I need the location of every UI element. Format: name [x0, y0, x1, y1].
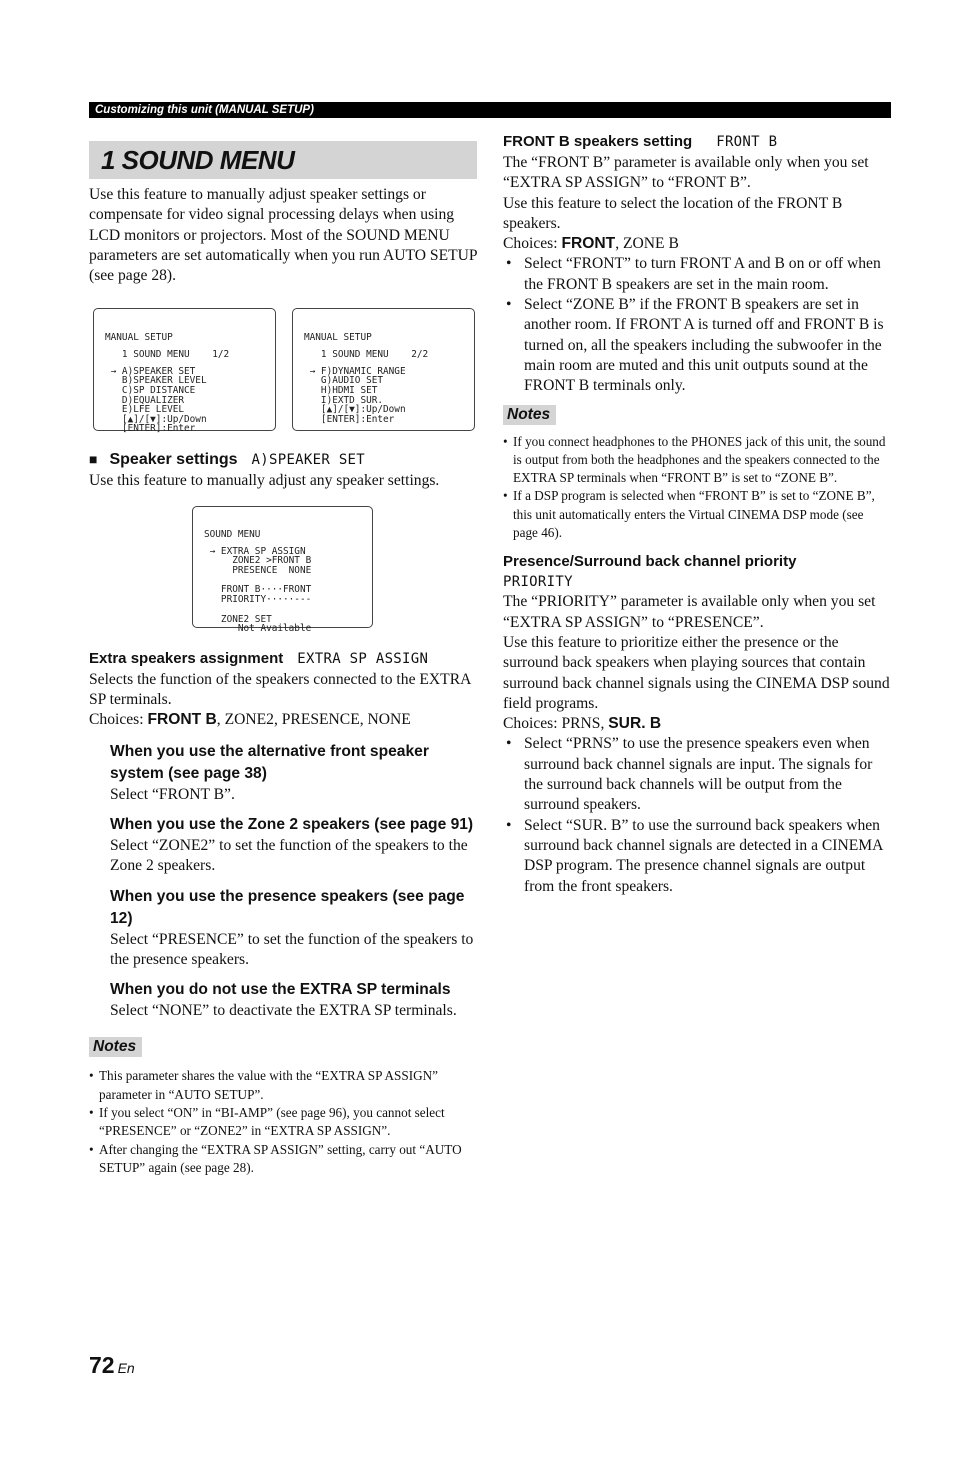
front-b-choices	[503, 234, 891, 254]
priority-bullets	[503, 734, 891, 896]
case-text: Select “PRESENCE” to set the function of the speakers to the presence speakers.	[110, 930, 474, 968]
extra-sp-heading	[89, 648, 477, 670]
lcd-manual-setup-2	[292, 308, 475, 431]
right-column	[503, 131, 891, 897]
choices-prefix: Choices:	[89, 711, 148, 729]
note-item: • This parameter shares the value with the “EXTRA SP ASSIGN” parameter in “AUTO SETUP”.	[89, 1067, 477, 1104]
front-b-bullets	[503, 254, 891, 396]
speaker-settings-heading	[89, 449, 477, 471]
lcd-line: [▲]/[▼]:Up/Down	[304, 404, 406, 416]
speaker-settings-desc: Use this feature to manually adjust any speaker settings.	[89, 472, 440, 490]
priority-tag: PRIORITY	[503, 574, 573, 591]
front-b-tag: FRONT B	[716, 134, 778, 150]
intro-paragraph: Use this feature to manually adjust speaker settings or compensate for video signal processing delays when using LCD monitors or projectors. Most of the SOUND MENU parameters are set automatically when you run AUTO SETUP (see page 28).	[89, 186, 478, 285]
priority-heading: Presence/Surround back channel priority	[503, 553, 797, 571]
choices-rest: , ZONE2, PRESENCE, NONE	[216, 711, 411, 729]
lcd-line: [▲]/[▼]:Up/Down	[105, 413, 207, 425]
bullet-item: • Select “FRONT” to turn FRONT A and B on or off when the FRONT B speakers are set in the main room.	[503, 254, 891, 295]
front-b-heading	[503, 131, 891, 153]
choices-prefix: Choices: PRNS,	[503, 715, 609, 733]
lcd-line: → A)SPEAKER SET	[105, 365, 196, 377]
case-text: Select “NONE” to deactivate the EXTRA SP terminals.	[110, 1002, 457, 1020]
lcd-line: SOUND MENU	[204, 528, 261, 540]
lcd-line: MANUAL SETUP	[105, 331, 173, 343]
extra-sp-choices	[89, 710, 477, 730]
notes-list-right	[503, 433, 891, 543]
note-item: • After changing the “EXTRA SP ASSIGN” setting, carry out “AUTO SETUP” again (see page 28).	[89, 1141, 477, 1178]
choices-default: FRONT B	[147, 711, 217, 729]
page-title: 1 SOUND MENU	[89, 141, 477, 179]
lcd-line: E)LFE LEVEL	[105, 404, 185, 416]
left-column	[89, 141, 477, 1177]
lcd-line: FRONT B····FRONT	[204, 584, 312, 596]
extra-sp-title: Extra speakers assignment	[89, 649, 284, 667]
speaker-settings-title: Speaker settings	[109, 451, 238, 469]
case-heading: When you do not use the EXTRA SP terminals	[110, 981, 451, 999]
lcd-line: C)SP DISTANCE	[105, 385, 196, 397]
extra-sp-tag: EXTRA SP ASSIGN	[297, 650, 429, 667]
note-item: • If you connect headphones to the PHONES jack of this unit, the sound is output from both the headphones and the speakers connected to the EXTRA SP terminals when “FRONT B” is set to “ZONE B”.	[503, 433, 891, 488]
lcd-line: 1 SOUND MENU 2/2	[304, 349, 429, 361]
lcd-line: MANUAL SETUP	[304, 331, 372, 343]
lcd-line: H)HDMI SET	[304, 385, 378, 397]
lcd-line: PRESENCE NONE	[204, 564, 312, 576]
square-bullet-icon: ■	[89, 451, 98, 468]
front-b-title: FRONT B speakers setting	[503, 133, 693, 150]
speaker-settings-tag: A)SPEAKER SET	[251, 452, 366, 469]
lcd-line: [ENTER]:Enter	[105, 423, 196, 435]
lcd-line: ZONE2 SET	[204, 613, 272, 625]
case-heading: When you use the presence speakers (see page 12)	[110, 887, 465, 927]
section-header-text: Customizing this unit (MANUAL SETUP)	[95, 104, 314, 116]
extra-sp-desc: Selects the function of the speakers connected to the EXTRA SP terminals.	[89, 670, 471, 709]
bullet-item: • Select “SUR. B” to use the surround back speakers when surround back channel signals are detected in a CINEMA DSP program. The presence channel signals are output from the front speakers.	[503, 816, 891, 897]
lcd-line: D)EQUALIZER	[105, 394, 185, 406]
lcd-line: Not Available	[204, 623, 312, 635]
lcd-manual-setup-1	[93, 308, 276, 435]
page-number-value: 72	[89, 1352, 115, 1378]
choices-default: SUR. B	[608, 715, 662, 733]
case-text: Select “ZONE2” to set the function of the speakers to the Zone 2 speakers.	[110, 836, 468, 875]
notes-list-left	[89, 1067, 477, 1177]
lcd-line: B)SPEAKER LEVEL	[105, 375, 207, 387]
lcd-line: → EXTRA SP ASSIGN	[204, 545, 306, 557]
lcd-line: ZONE2 >FRONT B	[204, 555, 312, 567]
lcd-sound-menu	[192, 506, 373, 635]
lcd-line: 1 SOUND MENU 1/2	[105, 349, 230, 361]
notes-label-right: Notes	[503, 405, 556, 425]
front-b-p2: Use this feature to select the location of the FRONT B speakers.	[503, 194, 843, 232]
priority-choices	[503, 714, 891, 734]
note-item: • If you select “ON” in “BI-AMP” (see page 96), you cannot select “PRESENCE” or “ZONE2” in “EXTRA SP ASSIGN”.	[89, 1104, 477, 1141]
choices-default: FRONT	[561, 235, 616, 253]
choices-rest: , ZONE B	[615, 235, 679, 253]
front-b-p1: The “FRONT B” parameter is available only when you set “EXTRA SP ASSIGN” to “FRONT B”.	[503, 154, 869, 192]
bullet-item: • Select “ZONE B” if the FRONT B speakers are set in another room. If FRONT A is turned off and FRONT B is turned on, all the speakers including the subwoofer in the main room are muted and this unit outputs sound at the FRONT B terminals only.	[503, 295, 891, 396]
note-item: • If a DSP program is selected when “FRONT B” is set to “ZONE B”, this unit automatically enters the Virtual CINEMA DSP mode (see page 46).	[503, 487, 891, 542]
lcd-line: PRIORITY·····---	[204, 593, 312, 605]
choices-prefix: Choices:	[503, 235, 562, 253]
extra-sp-cases	[110, 741, 477, 1022]
lcd-row	[93, 308, 475, 435]
lcd-line: → F)DYNAMIC RANGE	[304, 365, 406, 377]
lcd-line: [ENTER]:Enter	[304, 413, 395, 425]
page-language: En	[117, 1360, 135, 1376]
case-text: Select “FRONT B”.	[110, 785, 235, 803]
section-header-bar	[89, 102, 891, 118]
lcd-line: I)EXTD SUR.	[304, 394, 384, 406]
priority-p2: Use this feature to prioritize either the presence or the surround back speakers when playing sources that contain surround back channel signals using the CINEMA DSP sound field programs.	[503, 633, 890, 712]
case-heading: When you use the Zone 2 speakers (see page 91)	[110, 815, 474, 833]
case-heading: When you use the alternative front speaker system (see page 38)	[110, 742, 429, 782]
notes-label-left: Notes	[89, 1037, 142, 1057]
lcd-line: G)AUDIO SET	[304, 375, 384, 387]
bullet-item: • Select “PRNS” to use the presence speakers even when surround back channel signals are input. The signals for the surround back channels will be output from the surround speakers.	[503, 734, 891, 815]
priority-p1: The “PRIORITY” parameter is available only when you set “EXTRA SP ASSIGN” to “PRESENCE”.	[503, 593, 876, 631]
page-number	[89, 1352, 135, 1379]
